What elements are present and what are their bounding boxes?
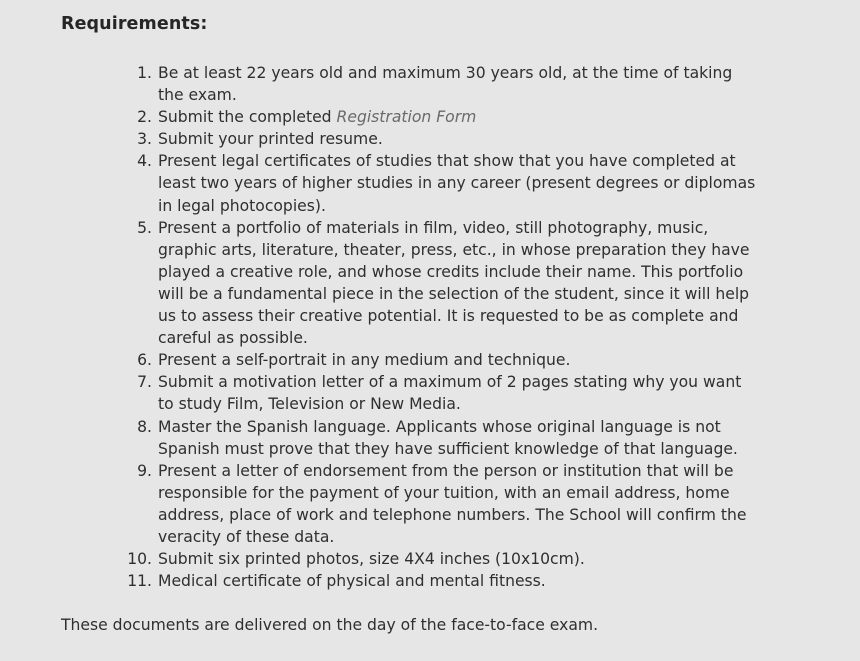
requirement-text: Submit your printed resume. — [158, 130, 383, 149]
requirement-item-10 — [127, 548, 758, 570]
requirements-list — [127, 62, 758, 592]
requirement-item-3 — [137, 128, 758, 150]
requirements-heading: Requirements: — [61, 14, 208, 34]
requirement-number: 1. — [137, 64, 152, 82]
requirement-number: 3. — [137, 130, 152, 149]
requirement-item-7 — [137, 371, 758, 415]
requirement-number: 8. — [137, 417, 152, 436]
requirement-number: 2. — [137, 108, 152, 127]
requirement-text: Be at least 22 years old and maximum 30 years old, at the time of taking the exam. — [158, 64, 733, 105]
requirement-number: 11. — [127, 572, 152, 591]
requirement-number: 10. — [127, 550, 152, 569]
requirement-item-5 — [137, 217, 758, 350]
registration-form-link[interactable]: Registration Form — [336, 108, 477, 127]
requirement-number: 6. — [137, 351, 152, 370]
requirement-item-8 — [137, 416, 758, 460]
requirement-item-11 — [127, 570, 758, 592]
requirement-number: 7. — [137, 373, 152, 392]
requirement-text: Present a self-portrait in any medium and technique. — [158, 351, 571, 370]
requirement-item-1 — [137, 62, 758, 106]
requirement-text: Submit a motivation letter of a maximum of 2 pages stating why you want to study Film, Television or New Media. — [158, 373, 742, 414]
requirement-number: 5. — [137, 218, 152, 237]
requirement-number: 4. — [137, 152, 152, 171]
requirement-text: Submit six printed photos, size 4X4 inches (10x10cm). — [158, 550, 585, 569]
requirement-text: Submit the completed — [158, 108, 337, 127]
requirement-item-9 — [137, 460, 758, 548]
requirement-item-2 — [137, 106, 758, 128]
requirement-text: Medical certificate of physical and mental fitness. — [158, 572, 546, 591]
requirement-text: Present a portfolio of materials in film, video, still photography, music, graphic arts, literature, theater, press, etc., in whose preparation they have played a creative role, and whose credits include their name. This portfolio will be a fundamental piece in the selection of the student, since it will help us to assess their creative potential. It is requested to be as complete and careful as possible. — [158, 218, 750, 348]
requirement-item-4 — [137, 150, 758, 216]
requirement-text: Present a letter of endorsement from the person or institution that will be responsible for the payment of your tuition, with an email address, home address, place of work and telephone numbers. The School will confirm the veracity of these data. — [158, 461, 747, 546]
requirement-text: Master the Spanish language. Applicants whose original language is not Spanish must prove that they have sufficient knowledge of that language. — [158, 417, 738, 458]
delivery-note: These documents are delivered on the day of the face-to-face exam. — [61, 616, 599, 634]
requirement-text: Present legal certificates of studies that show that you have completed at least two years of higher studies in any career (present degrees or diplomas in legal photocopies). — [158, 152, 756, 215]
requirement-number: 9. — [137, 461, 152, 480]
requirement-item-6 — [137, 349, 758, 371]
